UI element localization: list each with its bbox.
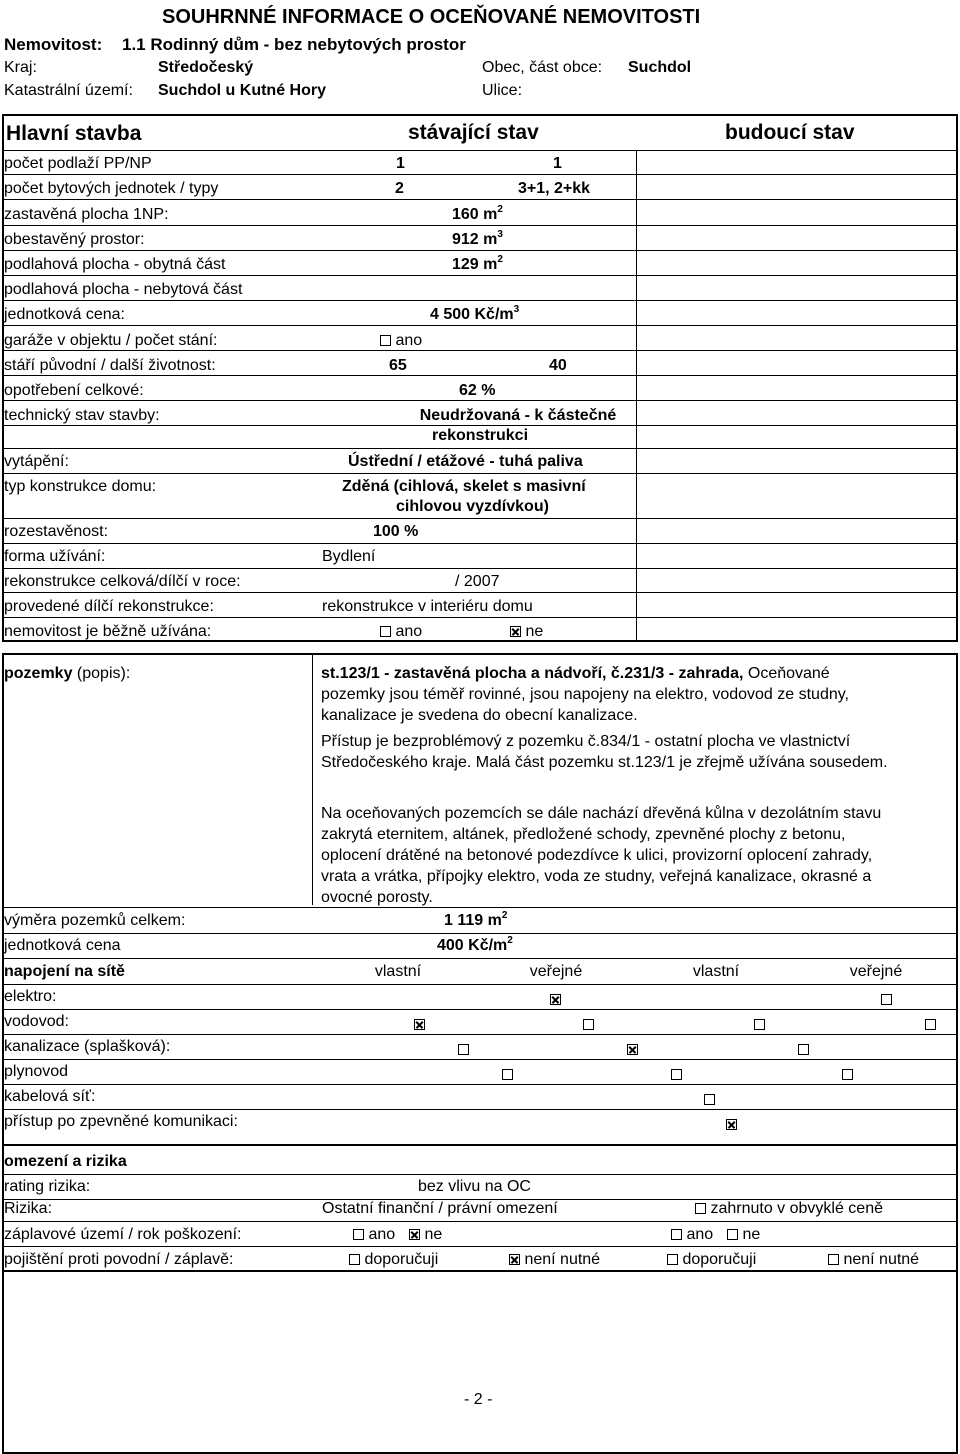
completion-value: 100 % [373,523,419,540]
page-number: - 2 - [464,1391,493,1408]
heating-value: Ústřední / etážové - tuhá paliva [348,453,583,470]
utility-label: plynovod [4,1063,69,1080]
floors-pp-value: 1 [396,155,405,172]
insurance-future-recommend-option[interactable]: doporučuji [667,1252,756,1268]
land-price-line [2,933,958,934]
risks-bottom-line [2,1270,958,1272]
in-use-no-option[interactable]: ne [510,624,543,640]
unit-price-label: jednotková cena: [4,306,125,323]
land-desc-line1: st.123/1 - zastavěná plocha a nádvoří, č.231/3 - zahrada, Oceňované [321,665,830,682]
land-desc-line9: vrata a vrátka, přípojky elektro, voda ze studny, veřejná kanalizace, okrasné a [321,868,872,885]
age-label: stáří původní / další životnost: [4,357,216,374]
in-use-yes-option[interactable]: ano [380,624,422,640]
in-use-no-checkbox[interactable] [510,626,521,637]
construction-value-line2: cihlovou vyzdívkou) [396,498,549,515]
risks-top-line [2,1144,958,1146]
land-desc-line3: kanalizace je svedena do obecní kanalizace. [321,707,638,724]
in-use-yes-checkbox[interactable] [380,626,391,637]
utility-checkbox[interactable] [704,1094,715,1105]
garage-value: ano [380,333,422,349]
insurance-future-not-needed-option[interactable]: není nutné [828,1252,919,1268]
land-desc-line2: pozemky jsou téměř rovinné, jsou napojeny na elektro, vodovod ze studny, [321,686,849,703]
construction-value-line1: Zděná (cihlová, skelet s masivní [342,478,586,495]
land-desc-line8: oplocení drátěné na betonové podezdívce k ulici, provizorní oplocení zahrady, [321,847,873,864]
utilities-column-header: veřejné [529,963,583,980]
obec-value: Suchdol [628,59,692,76]
utilities-top-line [2,958,958,959]
construction-label: typ konstrukce domu: [4,478,157,495]
reconstruction-value: / 2007 [455,573,500,590]
life-value: 40 [549,357,567,374]
wear-value: 62 % [459,382,496,399]
unit-price-value: 4 500 $Kč/m^3$ [430,304,520,323]
kraj-label: Kraj: [4,59,37,76]
risks-future-checkbox[interactable] [695,1203,706,1214]
utilities-column-header: veřejné [849,963,903,980]
land-right-border [956,653,958,1454]
partial-reconstruction-label: provedené dílčí rekonstrukce: [4,598,214,615]
insurance-not-needed-checkbox[interactable] [509,1254,520,1265]
utilities-column-header: vlastní [374,963,422,980]
main-building-row-line [2,617,958,618]
risks-label: Rizika: [4,1200,53,1217]
risks-value: Ostatní finanční / právní omezení [322,1200,558,1217]
main-building-row-line [2,325,958,326]
utility-checkbox[interactable] [627,1044,638,1055]
land-desc-line5: Středočeského kraje. Malá část pozemku st.123/1 je zřejmě užívána sousedem. [321,754,888,771]
main-building-row-line [2,375,958,376]
in-use-label: nemovitost je běžně užívána: [4,623,212,640]
utility-checkbox[interactable] [583,1019,594,1030]
katastr-label: Katastrální území: [4,82,133,99]
utilities-row-line [2,1109,958,1110]
age-value: 65 [389,357,407,374]
insurance-future-recommend-checkbox[interactable] [667,1254,678,1265]
katastr-value: Suchdol u Kutné Hory [158,82,326,99]
utility-checkbox[interactable] [414,1019,425,1030]
main-building-row-line [2,275,958,276]
tech-state-value-line1: Neudržovaná - k částečné [419,407,617,424]
living-area-value: 129 $m^2$ [452,254,503,273]
wear-label: opotřebení celkové: [4,382,144,399]
current-state-heading: stávající stav [408,121,539,144]
flood-yes-option[interactable]: ano [353,1227,395,1243]
usage-value: Bydlení [322,548,376,565]
main-building-row-line [2,174,958,175]
utility-label: kanalizace (splašková): [4,1038,171,1055]
main-building-row-line [2,350,958,351]
utility-label: kabelová síť: [4,1088,96,1105]
flood-future-yes-option[interactable]: ano [671,1227,713,1243]
future-state-heading: budoucí stav [725,121,855,144]
garage-checkbox[interactable] [380,335,391,346]
land-price-label: jednotková cena [4,937,121,954]
main-building-row-line [2,448,958,449]
kraj-value: Středočeský [158,59,254,76]
land-desc-line4: Přístup je bezproblémový z pozemku č.834/1 - ostatní plocha ve vlastnictví [321,733,851,750]
built-area-label: zastavěná plocha 1NP: [4,206,169,223]
table-bottom-border [2,640,958,642]
utility-checkbox[interactable] [502,1069,513,1080]
main-building-row-line [2,400,958,401]
main-building-row-line [2,225,958,226]
rating-label: rating rizika: [4,1178,91,1195]
flood-yes-checkbox[interactable] [353,1229,364,1240]
insurance-recommend-checkbox[interactable] [349,1254,360,1265]
utility-label: elektro: [4,988,57,1005]
reconstruction-label: rekonstrukce celková/dílčí v roce: [4,573,241,590]
living-area-label: podlahová plocha - obytná část [4,256,226,273]
utility-checkbox[interactable] [726,1119,737,1130]
completion-label: rozestavěnost: [4,523,109,540]
main-building-row-line [2,150,958,151]
tech-state-label: technický stav stavby: [4,407,160,424]
floors-label: počet podlaží PP/NP [4,155,152,172]
land-price-value: 400 $Kč/m^2$ [437,935,513,954]
utilities-row-line [2,984,958,985]
insurance-recommend-option[interactable]: doporučuji [349,1252,438,1268]
table-right-border [956,114,958,642]
risks-line-3 [2,1221,958,1222]
partial-reconstruction-value: rekonstrukce v interiéru domu [322,598,533,615]
risks-line-1 [2,1174,958,1175]
main-building-row-line [2,300,958,301]
ulice-label: Ulice: [482,82,523,99]
land-top-border [2,653,958,655]
usage-label: forma užívání: [4,548,106,565]
main-building-row-line [2,473,958,474]
page-title: SOUHRNNÉ INFORMACE O OCEŇOVANÉ NEMOVITOSTI [162,6,701,28]
table-top-border [2,114,958,116]
rating-value: bez vlivu na OC [418,1178,531,1195]
flood-label: záplavové území / rok poškození: [4,1226,242,1243]
risks-heading: omezení a rizika [4,1153,127,1170]
land-column-divider [312,655,313,905]
utility-checkbox[interactable] [671,1069,682,1080]
land-desc-line10: ovocné porosty. [321,889,433,906]
tech-state-value-line2: rekonstrukci [431,427,529,444]
utilities-row-line [2,1009,958,1010]
risks-line-4 [2,1246,958,1247]
utility-checkbox[interactable] [842,1069,853,1080]
land-area-label: výměra pozemků celkem: [4,912,186,929]
land-area-line [2,907,958,908]
land-area-value: 1 119 $m^2$ [444,910,508,929]
main-building-row-line [2,543,958,544]
insurance-not-needed-option[interactable]: není nutné [509,1252,600,1268]
land-label: pozemky (popis): [4,665,131,682]
flood-future-no-option[interactable]: ne [727,1227,760,1243]
property-value: 1.1 Rodinný dům - bez nebytových prostor [122,35,466,54]
utility-checkbox[interactable] [550,994,561,1005]
utilities-row-line [2,1084,958,1085]
insurance-label: pojištění proti povodní / záplavě: [4,1251,234,1268]
main-building-row-line [2,199,958,200]
utility-checkbox[interactable] [881,994,892,1005]
volume-value: 912 $m^3$ [452,229,503,248]
risks-future-option[interactable]: zahrnuto v obvyklé ceně [695,1201,883,1217]
flood-future-no-checkbox[interactable] [727,1229,738,1240]
main-building-row-line [2,250,958,251]
utilities-row-line [2,1059,958,1060]
utilities-row-line [2,1034,958,1035]
built-area-value: 160 $m^2$ [452,204,503,223]
land-desc-line6: Na oceňovaných pozemcích se dále nachází dřevěná kůlna v dezolátním stavu [321,805,882,822]
utility-checkbox[interactable] [798,1044,809,1055]
volume-label: obestavěný prostor: [4,231,145,248]
land-desc-line7: zakrytá eternitem, altánek, předložené schody, zpevněné plochy z betonu, [321,826,846,843]
utility-label: přístup po zpevněné komunikaci: [4,1113,238,1130]
main-building-row-line [2,518,958,519]
main-building-row-line [2,568,958,569]
flood-no-checkbox[interactable] [409,1229,420,1240]
utility-checkbox[interactable] [458,1044,469,1055]
obec-label: Obec, část obce: [482,59,603,76]
utilities-heading: napojení na sítě [4,963,125,980]
units-label: počet bytových jednotek / typy [4,180,219,197]
heating-label: vytápění: [4,453,69,470]
flood-no-option[interactable]: ne [409,1227,442,1243]
property-label: Nemovitost: [4,35,103,54]
main-building-heading: Hlavní stavba [6,122,142,145]
insurance-future-not-needed-checkbox[interactable] [828,1254,839,1265]
nonres-area-label: podlahová plocha - nebytová část [4,281,243,298]
units-type-value: 3+1, 2+kk [518,180,591,197]
main-building-row-line [2,425,958,426]
floors-np-value: 1 [553,155,562,172]
flood-future-yes-checkbox[interactable] [671,1229,682,1240]
utility-label: vodovod: [4,1013,69,1030]
utility-checkbox[interactable] [754,1019,765,1030]
utility-checkbox[interactable] [925,1019,936,1030]
units-count-value: 2 [395,180,404,197]
main-building-row-line [2,592,958,593]
garage-label: garáže v objektu / počet stání: [4,332,218,349]
utilities-column-header: vlastní [692,963,740,980]
